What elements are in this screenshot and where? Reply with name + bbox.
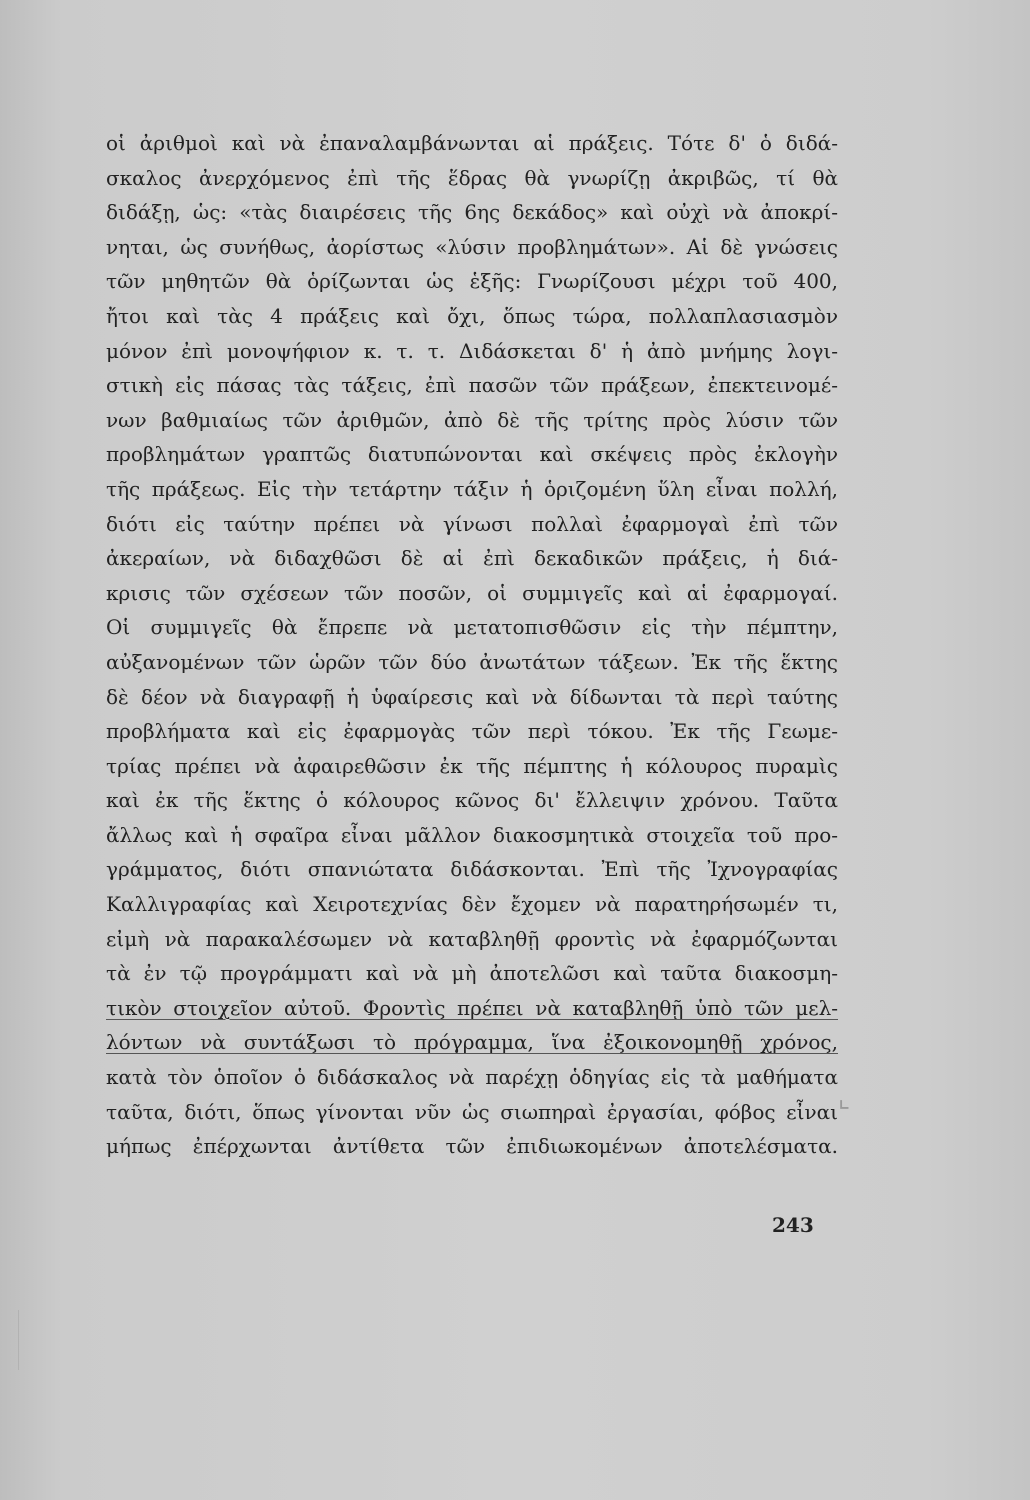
- text-line: κρισις τῶν σχέσεων τῶν ποσῶν, οἱ συμμιγεῖς καὶ αἱ ἐφαρμογαί.: [106, 580, 838, 605]
- text-line-underlined: λόντων νὰ συντάξωσι τὸ πρόγραμμα, ἵνα ἐξοικονομηθῇ χρόνος,: [106, 1030, 838, 1055]
- pencil-annotation-mark: ⌞: [838, 1084, 851, 1114]
- text-line: ἤτοι καὶ τὰς 4 πράξεις καὶ ὄχι, ὅπως τώρα, πολλαπλασιασμὸν: [106, 303, 838, 328]
- text-line: εἰμὴ νὰ παρακαλέσωμεν νὰ καταβληθῇ φροντὶς νὰ ἐφαρμόζωνται: [106, 926, 838, 951]
- text-line: Καλλιγραφίας καὶ Χειροτεχνίας δὲν ἔχομεν νὰ παρατηρήσωμέν τι,: [106, 892, 838, 917]
- text-line: προβλημάτων γραπτῶς διατυπώνονται καὶ σκέψεις πρὸς ἐκλογὴν: [106, 442, 838, 467]
- text-line: διότι εἰς ταύτην πρέπει νὰ γίνωσι πολλαὶ ἐφαρμογαὶ ἐπὶ τῶν: [106, 511, 838, 536]
- text-line: τρίας πρέπει νὰ ἀφαιρεθῶσιν ἐκ τῆς πέμπτης ἡ κόλουρος πυραμὶς: [106, 753, 838, 778]
- page-number: 243: [772, 1213, 814, 1237]
- text-line: νηται, ὡς συνήθως, ἀορίστως «λύσιν προβλημάτων». Αἱ δὲ γνώσεις: [106, 234, 838, 259]
- text-line: ἀκεραίων, νὰ διδαχθῶσι δὲ αἱ ἐπὶ δεκαδικῶν πράξεις, ἡ διά-: [106, 546, 838, 571]
- text-line: τὰ ἐν τῷ προγράμματι καὶ νὰ μὴ ἀποτελῶσι καὶ ταῦτα διακοσμη-: [106, 961, 838, 986]
- gutter-shadow: [18, 1310, 29, 1370]
- text-line: Οἱ συμμιγεῖς θὰ ἔπρεπε νὰ μετατοπισθῶσιν εἰς τὴν πέμπτην,: [106, 615, 838, 640]
- text-line: νων βαθμιαίως τῶν ἀριθμῶν, ἀπὸ δὲ τῆς τρίτης πρὸς λύσιν τῶν: [106, 407, 838, 432]
- body-text: [106, 126, 838, 1164]
- text-line: αὐξανομένων τῶν ὡρῶν τῶν δύο ἀνωτάτων τάξεων. Ἐκ τῆς ἕκτης: [106, 649, 838, 674]
- text-line: διδάξῃ, ὡς: «τὰς διαιρέσεις τῆς 6ης δεκάδος» καὶ οὐχὶ νὰ ἀποκρί-: [106, 200, 838, 225]
- text-line: οἱ ἀριθμοὶ καὶ νὰ ἐπαναλαμβάνωνται αἱ πράξεις. Τότε δ' ὁ διδά-: [106, 131, 838, 155]
- text-line: μόνον ἐπὶ μονοψήφιον κ. τ. τ. Διδάσκεται δ' ἡ ἀπὸ μνήμης λογι-: [106, 338, 838, 363]
- text-line-underlined: τικὸν στοιχεῖον αὐτοῦ. Φροντὶς πρέπει νὰ καταβληθῇ ὑπὸ τῶν μελ-: [106, 995, 838, 1020]
- text-line: τῶν μηθητῶν θὰ ὁρίζωνται ὡς ἑξῆς: Γνωρίζουσι μέχρι τοῦ 400,: [106, 269, 838, 294]
- text-line: προβλήματα καὶ εἰς ἐφαρμογὰς τῶν περὶ τόκου. Ἐκ τῆς Γεωμε-: [106, 719, 838, 744]
- text-line: ταῦτα, διότι, ὅπως γίνονται νῦν ὡς σιωπηραὶ ἐργασίαι, φόβος εἶναι: [106, 1099, 838, 1124]
- text-line: τῆς πράξεως. Εἰς τὴν τετάρτην τάξιν ἡ ὁριζομένη ὕλη εἶναι πολλή,: [106, 476, 838, 501]
- text-line: σκαλος ἀνερχόμενος ἐπὶ τῆς ἕδρας θὰ γνωρίζῃ ἀκριβῶς, τί θὰ: [106, 165, 838, 190]
- text-line: μήπως ἐπέρχωνται ἀντίθετα τῶν ἐπιδιωκομένων ἀποτελέσματα.: [106, 1134, 838, 1159]
- text-line: κατὰ τὸν ὁποῖον ὁ διδάσκαλος νὰ παρέχῃ ὁδηγίας εἰς τὰ μαθήματα: [106, 1065, 838, 1090]
- text-line: στικὴ εἰς πάσας τὰς τάξεις, ἐπὶ πασῶν τῶν πράξεων, ἐπεκτεινομέ-: [106, 373, 838, 398]
- text-line: δὲ δέον νὰ διαγραφῇ ἡ ὑφαίρεσις καὶ νὰ δίδωνται τὰ περὶ ταύτης: [106, 684, 838, 709]
- text-line: ἄλλως καὶ ἡ σφαῖρα εἶναι μᾶλλον διακοσμητικὰ στοιχεῖα τοῦ προ-: [106, 822, 838, 847]
- text-line: γράμματος, διότι σπανιώτατα διδάσκονται. Ἐπὶ τῆς Ἰχνογραφίας: [106, 857, 838, 882]
- text-line: καὶ ἐκ τῆς ἕκτης ὁ κόλουρος κῶνος δι' ἔλλειψιν χρόνου. Ταῦτα: [106, 788, 838, 813]
